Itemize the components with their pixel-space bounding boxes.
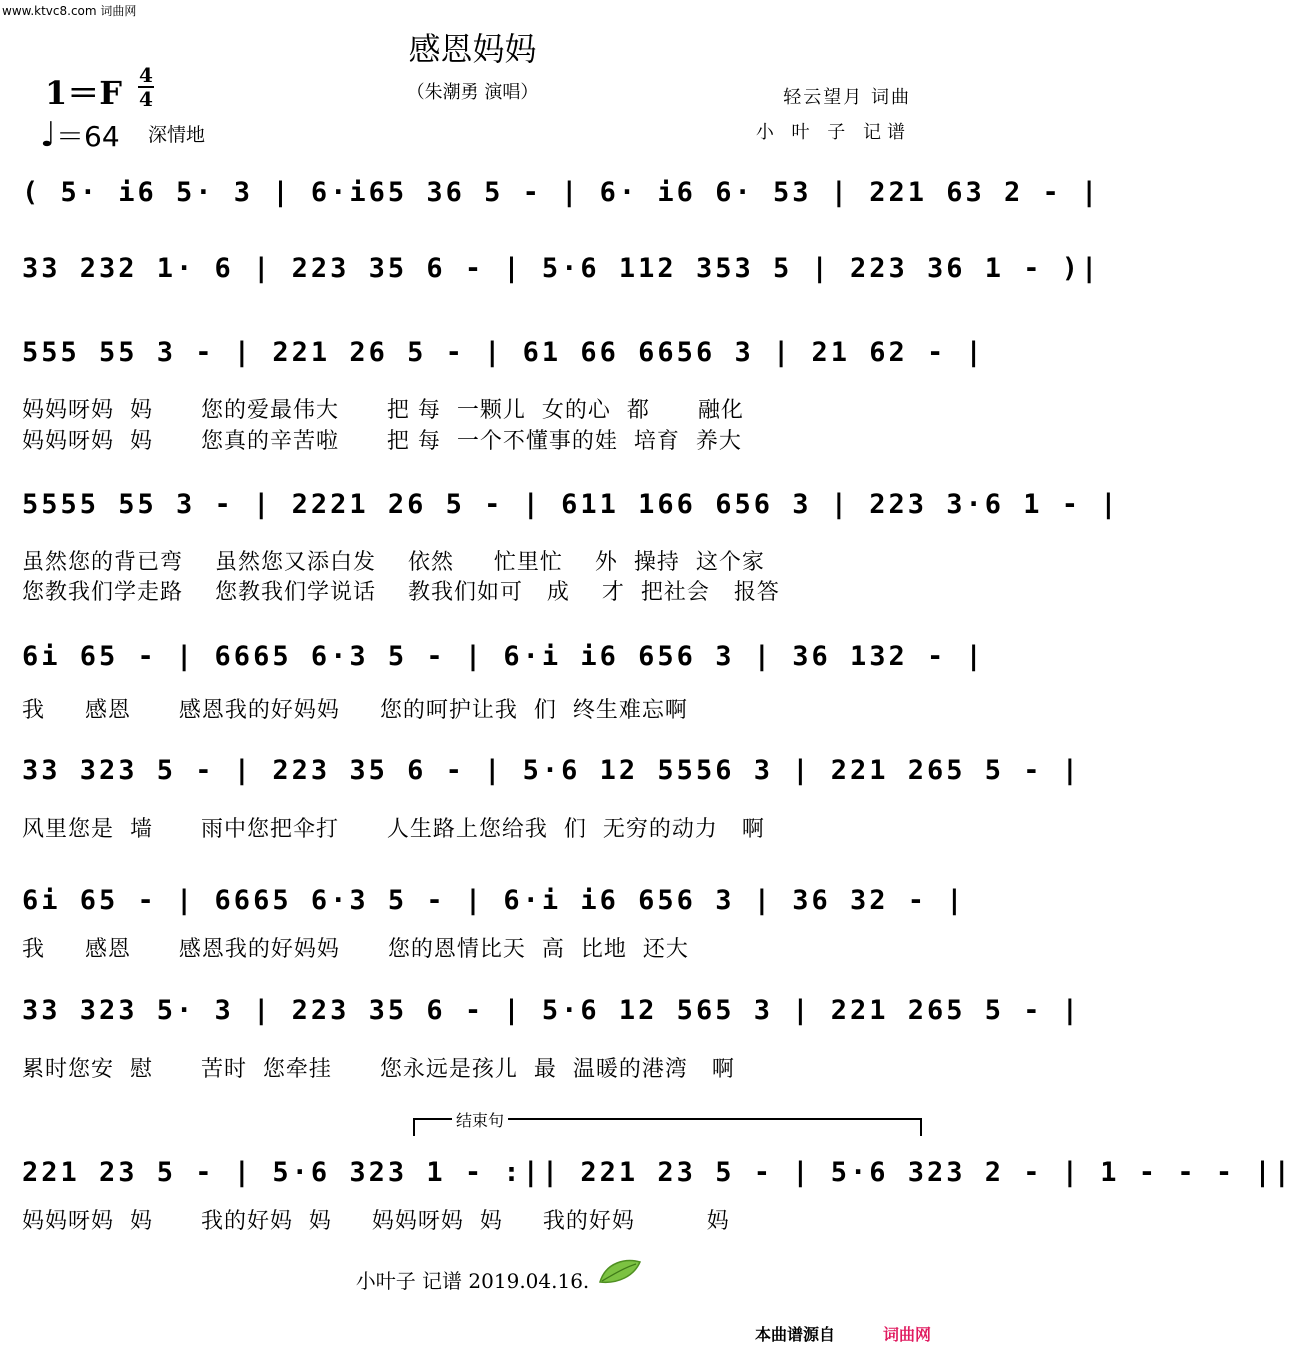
notation-line: 33 323 5· 3 | 223 35 6 - | 5·6 12 565 3 | 221 265 5 - | <box>22 995 1082 1026</box>
lyric-line: 妈妈呀妈 妈 我的好妈 妈 妈妈呀妈 妈 我的好妈 妈 <box>22 1209 730 1234</box>
lyric-line: 虽然您的背已弯 虽然您又添白发 依然 忙里忙 外 操持 这个家 <box>22 550 765 575</box>
score-system <box>22 1150 1293 1196</box>
lyric-line: 妈妈呀妈 妈 您的爱最伟大 把 每 一颗儿 女的心 都 融化 <box>22 398 744 423</box>
score-system <box>22 246 1101 292</box>
time-signature-top: 4 <box>139 63 153 87</box>
notation-line: 6i 65 - | 6665 6·3 5 - | 6·i i6 656 3 | 36 32 - | <box>22 885 966 916</box>
notation-line: 33 323 5 - | 223 35 6 - | 5·6 12 5556 3 | 221 265 5 - | <box>22 755 1082 786</box>
notation-line: 221 23 5 - | 5·6 323 1 - :|| 221 23 5 - | 5·6 323 2 - | 1 - - - || <box>22 1157 1293 1188</box>
footer-signature: 小叶子 记谱 2019.04.16. <box>355 1269 590 1293</box>
composer-credit: 轻云望月 词曲 <box>783 87 911 108</box>
notation-line: ( 5· i6 5· 3 | 6·i65 36 5 - | 6· i6 6· 53 | 221 63 2 - | <box>22 177 1101 208</box>
expression-mark: 深情地 <box>148 124 206 146</box>
notation-line: 555 55 3 - | 221 26 5 - | 61 66 6656 3 | 21 62 - | <box>22 337 985 368</box>
score-system <box>22 634 985 680</box>
score-system <box>22 748 1082 794</box>
score-system <box>22 878 966 924</box>
time-signature-bottom: 4 <box>139 87 153 111</box>
score-system <box>22 170 1101 216</box>
lyric-line: 我 感恩 感恩我的好妈妈 您的恩情比天 高 比地 还大 <box>22 937 689 962</box>
site-label[interactable]: 词曲网 <box>882 1325 931 1344</box>
watermark-text: www.ktvc8.com 词曲网 <box>2 4 137 18</box>
lyric-line: 妈妈呀妈 妈 您真的辛苦啦 把 每 一个不懂事的娃 培育 养大 <box>22 429 742 454</box>
notation-line: 33 232 1· 6 | 223 35 6 - | 5·6 112 353 5 | 223 36 1 - )| <box>22 253 1101 284</box>
leaf-icon <box>596 1256 644 1286</box>
lyric-line: 我 感恩 感恩我的好妈妈 您的呵护让我 们 终生难忘啊 <box>22 698 688 723</box>
score-system <box>22 482 1120 528</box>
lyric-line: 风里您是 墙 雨中您把伞打 人生路上您给我 们 无穷的动力 啊 <box>22 817 765 842</box>
score-system <box>22 330 985 376</box>
quarter-note-icon: ♩ <box>40 115 57 155</box>
lyric-line: 累时您安 慰 苦时 您牵挂 您永远是孩儿 最 温暖的港湾 啊 <box>22 1057 735 1082</box>
transcriber-credit: 小 叶 子 记谱 <box>755 122 911 143</box>
song-title: 感恩妈妈 <box>408 30 537 68</box>
tempo-value: ＝64 <box>56 120 120 153</box>
ending-label: 结束句 <box>452 1108 508 1131</box>
performer-credit: （朱潮勇 演唱） <box>406 82 539 103</box>
tempo-marking <box>40 115 120 155</box>
key-signature: 1＝F <box>45 74 122 112</box>
time-signature <box>138 64 154 110</box>
score-system <box>22 988 1082 1034</box>
notation-line: 6i 65 - | 6665 6·3 5 - | 6·i i6 656 3 | 36 132 - | <box>22 641 985 672</box>
lyric-line: 您教我们学走路 您教我们学说话 教我们如可 成 才 把社会 报答 <box>22 580 780 605</box>
notation-line: 5555 55 3 - | 2221 26 5 - | 611 166 656 3 | 223 3·6 1 - | <box>22 489 1120 520</box>
source-label: 本曲谱源自 <box>754 1325 835 1344</box>
